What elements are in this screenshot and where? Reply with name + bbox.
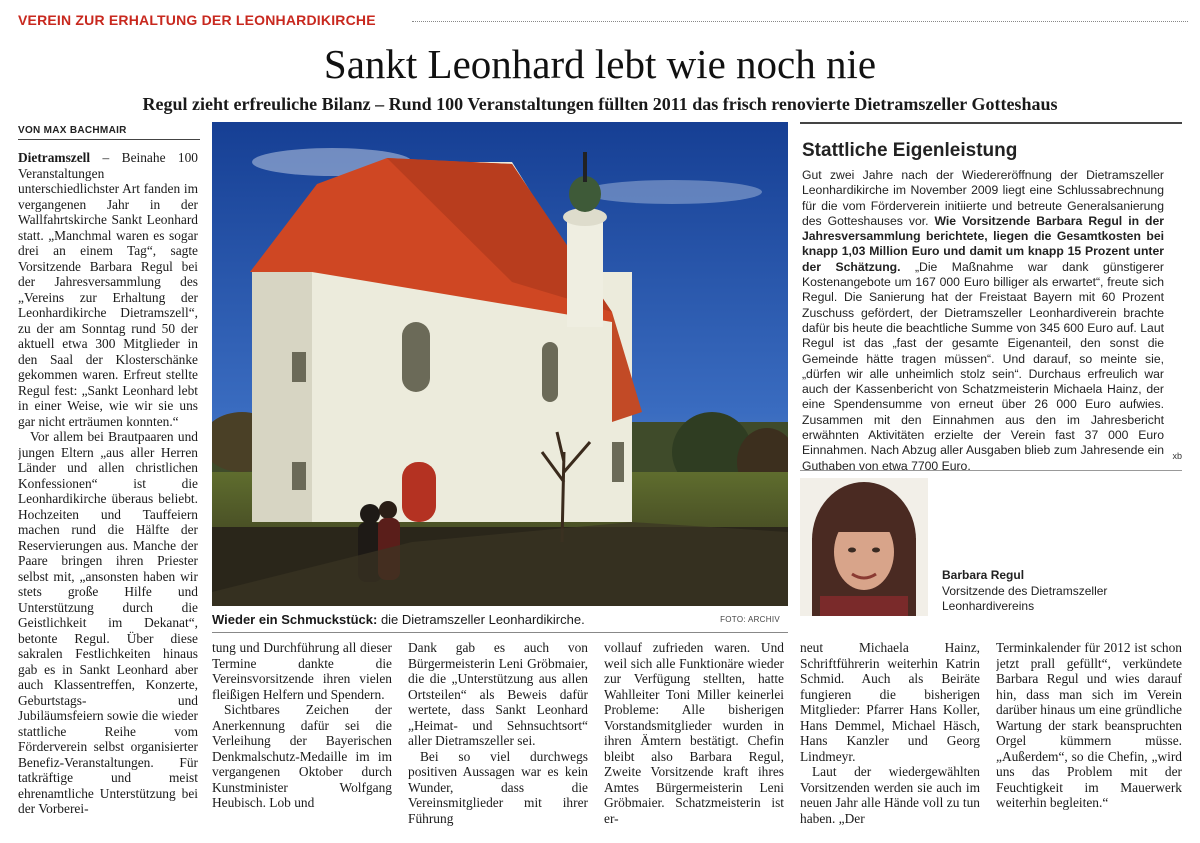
kicker-dotted-rule: [412, 21, 1188, 22]
photo-credit: FOTO: ARCHIV: [720, 615, 780, 624]
paragraph: tung und Durchführung all dieser Termine dankte die Vereinsvorsitzende ihren vielen fleißigen Helfern und Spendern.: [212, 640, 392, 702]
portrait-illustration: [800, 478, 928, 616]
paragraph: Laut der wiedergewählten Vorsitzenden werden sie auch im neuen Jahr alle Hände voll zu tun haben. „Der: [800, 764, 980, 826]
church-photo: [212, 122, 788, 606]
portrait-photo: [800, 478, 928, 616]
paragraph: neut Michaela Hainz, Schriftführerin weiterhin Katrin Schmid. Auch als Beiräte fungieren die bisherigen Mitglieder: Pfarrer Hans Koller, Hans Demmel, Michael Häsch, Hans Kanzler und Georg Lindmeyr.: [800, 640, 980, 764]
sidebar-title: Stattliche Eigenleistung: [802, 140, 1018, 161]
article-headline: Sankt Leonhard lebt wie noch nie: [323, 41, 877, 87]
photo-caption: [212, 612, 788, 627]
article-column-5: [800, 640, 980, 840]
sidebar-text-intro: Gut zwei Jahre nach der Wiedereröffnung der Dietramszeller Leonhardikirche im November 2009 liegt eine Schlussabrechnung für die vom Förderverein initiierte und betreute Generalsanierung des Gotteshauses vor.: [802, 168, 1164, 228]
article-column-4: [604, 640, 784, 840]
sidebar-signature: xb: [1172, 451, 1182, 461]
sidebar-divider: [800, 470, 1182, 471]
section-kicker: VEREIN ZUR ERHALTUNG DER LEONHARDIKIRCHE: [18, 12, 376, 28]
article-subheadline: Regul zieht erfreuliche Bilanz – Rund 100 Veranstaltungen füllten 2011 das frisch renovierte Dietramszeller Gotteshaus: [142, 94, 1058, 114]
sidebar-text-body: „Die Maßnahme war dank günstigerer Kostenangebote um 167 000 Euro billiger als erwartet“, freute sich Regul. Die Sanierung hat der Freistaat Bayern mit 60 Prozent Zuschuss gefördert, der Dietramszeller Leonhardiverein brachte dafür bis heute die beachtliche Summe von 345 600 Euro auf. Laut Regul ist das „fast der gesamte Eigenanteil, den sonst die Gemeinde hätte tragen müssen“. Und darauf, so meinte sie, „dürfen wir alle unheimlich stolz sein“. Durchaus erfreulich war auch der Kassenbericht von Schatzmeisterin Michaela Hainz, der eine Spendensumme von erneut über 26 000 Euro aufwies. Zusammen mit den Einnahmen aus den im Jahresbericht erwähnten Aktivitäten erzielte der Verein fast 37 000 Euro Einnahmen. Nach Abzug aller Ausgaben blieb zum Jahresende ein Guthaben von etwa 7700 Euro.: [802, 259, 1164, 473]
caption-text: die Dietramszeller Leonhardikirche.: [377, 612, 585, 627]
article-column-6: [996, 640, 1182, 840]
article-column-2: [212, 640, 392, 840]
photo-caption-rule: [212, 632, 788, 633]
sidebar-top-rule: [800, 122, 1182, 124]
dateline: Dietramszell: [18, 150, 91, 165]
sidebar-text-bold: Wie Vorsitzende Barbara Regul in der Jahresversammlung berichtete, liegen die Gesamtkosten bei knapp 1,03 Million Euro und damit um knapp 15 Prozent unter der Schätzung.: [802, 213, 1164, 274]
paragraph-text: – Beinahe 100 Veranstaltungen unterschiedlichster Art fanden im vergangenen Jahr in der Wallfahrtskirche Sankt Leonhard statt. „Manchmal waren es sogar drei an einem Tag“, sagte Vorsitzende Barbara Regul bei der Jahresversammlung des „Vereins zur Erhaltung der Leonhardikirche Dietramszell“, zu der am Sonntag rund 50 der aktuell etwa 300 Mitglieder in den Saal der Klosterschänke gekommen waren. Erfreut stellte Regul fest: „Sankt Leonhard lebt in einer Weise, wie wir sie uns gar nicht erträumen konnten.“: [18, 150, 198, 429]
portrait-caption-role: Vorsitzende des Dietramszeller Leonhardivereins: [942, 584, 1108, 613]
paragraph: [18, 150, 198, 429]
byline-rule: [18, 139, 200, 140]
paragraph: Sichtbares Zeichen der Anerkennung dafür sei die Verleihung der Bayerischen Denkmalschutz-Medaille im im vergangenen Oktober durch Kunstminister Wolfgang Heubisch. Lob und: [212, 702, 392, 810]
paragraph: Terminkalender für 2012 ist schon jetzt prall gefüllt“, verkündete Barbara Regul und wies darauf hin, dass man sich im Verein darüber hinaus um eine gründliche Wartung der stark beanspruchten Orgel kümmern müsse. „Außerdem“, so die Chefin, „wird uns das Problem mit der Feuchtigkeit im Mauerwerk weiterhin begleiten.“: [996, 640, 1182, 810]
article-column-3: [408, 640, 588, 840]
paragraph: vollauf zufrieden waren. Und weil sich alle Funktionäre wieder zur Verfügung stellten, hatte Wahlleiter Toni Miller keinerlei Probleme: Alle bisherigen Vorstandsmitglieder wurden in ihren Ämtern bestätigt. Chefin bleibt also Barbara Regul, Zweite Vorsitzende kraft ihres Amtes Bürgermeisterin Leni Gröbmaier. Schatzmeisterin ist er-: [604, 640, 784, 826]
church-photo-illustration: [212, 122, 788, 606]
byline: VON MAX BACHMAIR: [18, 125, 127, 136]
portrait-caption-name: Barbara Regul: [942, 568, 1025, 582]
article-column-1: [18, 150, 198, 840]
paragraph: Vor allem bei Brautpaaren und jungen Eltern „aus aller Herren Länder und allen christlichen Konfessionen“ ist die Leonhardikirche überaus beliebt. Hochzeiten und Tauffeiern machen rund die Hälfte der Reservierungen aus. Manche der Paare bringen ihren Priester selbst mit, „ansonsten haben wir stets große Hilfe und Unterstützung durch die Geistlichkeit im Dekanat“, betonte Regul. Über diese sakralen Festlichkeiten hinaus gab es in Sankt Leonhard aber auch Klassentreffen, Konzerte, Geburtstags- und Jubiläumsfeiern sowie die wieder stattliche Reihe vom Förderverein selbst organisierter Benefiz-Veranstaltungen. Für tatkräftige und meist ehrenamtliche Unterstützung bei der Vorberei-: [18, 429, 198, 816]
sidebar-text: [802, 168, 1164, 474]
paragraph: Dank gab es auch von Bürgermeisterin Leni Gröbmaier, die die „Unterstützung aus allen Ortsteilen“ als Beweis dafür wertete, dass Sankt Leonhard „Heimat- und Sehnsuchtsort“ aller Dietramszeller sei.: [408, 640, 588, 748]
sidebar-box: [800, 122, 1182, 632]
paragraph: Bei so viel durchwegs positiven Aussagen war es kein Wunder, dass die Vereinsmitglieder mit ihrer Führung: [408, 748, 588, 826]
caption-title: Wieder ein Schmuckstück:: [212, 612, 378, 627]
